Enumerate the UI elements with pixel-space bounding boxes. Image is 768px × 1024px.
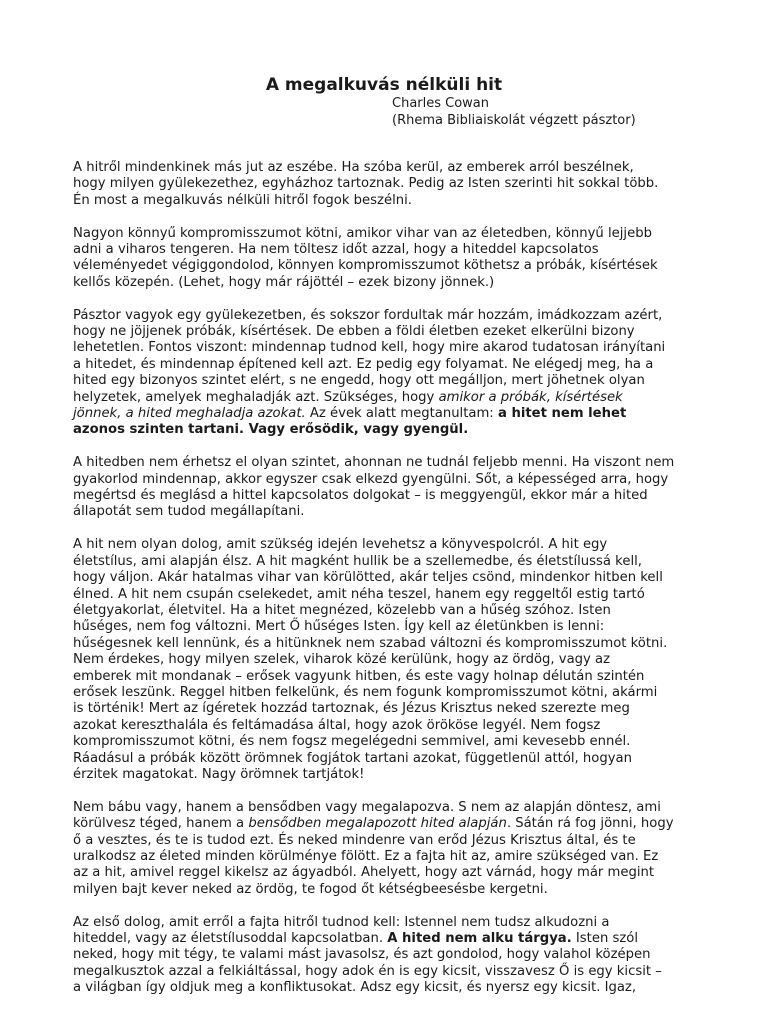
text-line: [73, 357, 713, 373]
paragraph: [73, 308, 713, 439]
text-line: [73, 390, 713, 406]
italic-text: jönnek, a hited meghaladja azokat.: [73, 406, 306, 422]
text-line: [73, 833, 713, 849]
text-run: hogy ne jöjjenek próbák, kísértések. De ebben a földi életben ezeket elkerülni bizony: [73, 324, 635, 340]
italic-text: amikor a próbák, kísértések: [438, 389, 623, 405]
text-line: [73, 603, 713, 619]
text-line: [73, 865, 713, 881]
text-run: Az évek alatt megtanultam:: [305, 406, 498, 422]
document-title: A megalkuvás nélküli hit: [265, 75, 503, 95]
text-line: [73, 472, 713, 488]
text-run: neked, hogy mit tégy, te valami mást javasolsz, és azt gondolod, hogy valahol középen: [73, 947, 651, 963]
text-run: adni a viharos tengeren. Ha nem töltesz időt azzal, hogy a hiteddel kapcsolatos: [73, 242, 599, 258]
paragraph: [73, 537, 713, 783]
text-line: [73, 685, 713, 701]
paragraph: [73, 160, 713, 209]
text-run: erősek leszünk. Reggel hitben felkelünk, és nem fogunk kompromisszumot kötni, akármi: [73, 684, 658, 700]
text-run: uralkodsz az életed minden körülménye fölött. Ez a fajta hit az, amire szükséged van. Ez: [73, 848, 659, 864]
text-run: hiteddel, vagy az életstílusoddal kapcsolatban.: [73, 931, 388, 946]
text-line: [73, 193, 713, 209]
text-line: [73, 669, 713, 685]
text-line: [73, 767, 713, 783]
bold-text: A hited nem alku tárgya.: [387, 931, 572, 946]
text-run: ő a vesztes, és te is tudod ezt. És neked mindenre van erőd Jézus Krisztus által, és te: [73, 832, 636, 848]
text-line: [73, 882, 713, 898]
text-run: az a hit, amivel reggel kikelsz az ágyadból. Ahelyett, hogy azt várnád, hogy már megint: [73, 865, 655, 881]
body-text: [73, 160, 713, 1013]
text-run: Isten szól: [571, 931, 639, 946]
text-run: életstílus, ami alapján élsz. A hit magként hullik be a szellemedbe, és életstílussá kell,: [73, 553, 642, 569]
paragraph: [73, 226, 713, 292]
text-run: helyzetek, amelyek meghaladják azt. Szükséges, hogy: [73, 389, 439, 405]
text-line: [73, 160, 713, 176]
text-line: [73, 915, 713, 931]
text-line: [73, 751, 713, 767]
text-line: [73, 340, 713, 356]
text-run: lehetetlen. Fontos viszont: mindennap tudnod kell, hogy mire akarod tudatosan irányítani: [73, 340, 666, 356]
text-line: [73, 242, 713, 258]
text-run: Nem bábu vagy, hanem a bensődben vagy megalapozva. S nem az alapján döntesz, ami: [73, 799, 661, 815]
text-run: emberek mit mondanak – erősek vagyunk hitben, és este vagy holnap délután szintén: [73, 668, 645, 684]
text-run: gyakorlod mindennap, akkor egyszer csak elkezd gyengülni. Sőt, a képességed arra, hogy: [73, 471, 669, 487]
text-line: [73, 619, 713, 635]
text-run: a világban így oldjuk meg a konfliktusokat. Adsz egy kicsit, és nyersz egy kicsit. Igaz,: [73, 980, 637, 996]
text-run: élned. A hit nem csupán cselekedet, amit néha teszel, hanem egy reggeltől estig tartó: [73, 586, 645, 602]
author-note: (Rhema Bibliaiskolát végzett pásztor): [392, 113, 636, 128]
text-run: Az első dolog, amit erről a fajta hitről tudnod kell: Istennel nem tudsz alkudozni a: [73, 914, 610, 930]
text-line: [73, 816, 713, 832]
text-line: [73, 308, 713, 324]
text-line: [73, 800, 713, 816]
text-run: életgyakorlat, életvitel. Ha a hitet megnézed, közelebb van a hűség szóhoz. Isten: [73, 602, 611, 618]
text-line: [73, 324, 713, 340]
text-run: állapotát sem tudod megállapítani.: [73, 504, 305, 520]
text-line: [73, 226, 713, 242]
text-run: azokat kereszthalála és feltámadása által, hogy azok örököse legyél. Nem fogsz: [73, 717, 601, 733]
bold-text: a hitet nem lehet: [497, 406, 627, 422]
text-line: [73, 537, 713, 553]
text-run: megértsd és meglásd a hittel kapcsolatos dolgokat – is meggyengül, ekkor már a hited: [73, 488, 648, 504]
text-run: hogy milyen gyülekezethez, egyházhoz tartoznak. Pedig az Isten szerinti hit sokkal több.: [73, 176, 659, 192]
text-run: Én most a megalkuvás nélküli hitről fogok beszélni.: [73, 192, 412, 208]
text-line: [73, 587, 713, 603]
text-line: [73, 636, 713, 652]
text-line: [73, 570, 713, 586]
text-run: A hit nem olyan dolog, amit szükség idején levehetsz a könyvespolcról. A hit egy: [73, 537, 608, 553]
text-line: [73, 734, 713, 750]
paragraph: [73, 800, 713, 898]
text-line: [73, 980, 713, 996]
text-run: is történik! Mert az ígéretek hozzád tartoznak, és Jézus Krisztus neked szerezte meg: [73, 701, 630, 717]
text-line: [73, 554, 713, 570]
paragraph: [73, 915, 713, 997]
text-line: [73, 258, 713, 274]
bold-text: azonos szinten tartani. Vagy erősödik, vagy gyengül.: [73, 422, 469, 438]
text-line: [73, 373, 713, 389]
text-run: A hitedben nem érhetsz el olyan szintet, ahonnan ne tudnál feljebb menni. Ha viszont nem: [73, 455, 675, 471]
text-run: véleményedet végiggondolod, könnyen kompromisszumot köthetsz a próbák, kísértések: [73, 258, 658, 274]
text-line: [73, 947, 713, 963]
text-run: Ráadásul a próbák között örömnek fogjátok tartani azokat, függetlenül attól, hogyan: [73, 750, 632, 766]
text-line: [73, 406, 713, 422]
text-run: kompromisszumot kötni, és nem fogsz megelégedni semmivel, ami kevesebb ennél.: [73, 734, 631, 750]
text-run: hogy váljon. Akár hatalmas vihar van körülötted, akár teljes csönd, mindenkor hitben kell: [73, 570, 663, 586]
text-run: hited egy bizonyos szintet elért, s ne engedd, hogy ott megálljon, mert jöhetnek olyan: [73, 373, 645, 389]
text-line: [73, 718, 713, 734]
text-line: [73, 931, 713, 947]
text-run: érzitek magatokat. Nagy örömnek tartjátok!: [73, 766, 365, 782]
text-run: Nem érdekes, hogy milyen szelek, viharok közé kerülünk, hogy az ördög, vagy az: [73, 652, 611, 668]
text-run: Pásztor vagyok egy gyülekezetben, és sokszor fordultak már hozzám, imádkozzam azért,: [73, 307, 663, 323]
text-run: körülvesz téged, hanem a: [73, 816, 249, 832]
text-line: [73, 964, 713, 980]
italic-text: bensődben megalapozott hited alapján: [248, 816, 507, 832]
text-run: milyen bajt kever neked az ördög, te fogod őt kétségbeesésbe kergetni.: [73, 881, 548, 897]
text-line: [73, 849, 713, 865]
text-run: a hitedet, és mindennap építened kell azt. Ez pedig egy folyamat. Ne elégedj meg, ha a: [73, 356, 654, 372]
text-line: [73, 504, 713, 520]
text-run: A hitről mindenkinek más jut az eszébe. Ha szóba kerül, az emberek arról beszélnek,: [73, 160, 634, 175]
text-run: hűséges, nem fog változni. Mert Ő hűséges Isten. Így kell az életünkben is lenni:: [73, 619, 605, 635]
author-name: Charles Cowan: [392, 96, 490, 111]
text-line: [73, 488, 713, 504]
paragraph: [73, 455, 713, 521]
text-run: Nagyon könnyű kompromisszumot kötni, amikor vihar van az életedben, könnyű lejjebb: [73, 225, 652, 241]
text-run: megalkusztok azzal a felkiáltással, hogy adok én is egy kicsit, visszavesz Ő is egy kicsit –: [73, 963, 662, 979]
text-run: . Sátán rá fog jönni, hogy: [506, 816, 674, 832]
text-line: [73, 176, 713, 192]
text-run: hűségesnek kell lennünk, és a hitünknek nem szabad változni és kompromisszumot kötni.: [73, 635, 668, 651]
text-line: [73, 652, 713, 668]
text-line: [73, 701, 713, 717]
text-run: kellős közepén. (Lehet, hogy már rájöttél – ezek bizony jönnek.): [73, 274, 495, 290]
text-line: [73, 422, 713, 438]
author-block: [392, 95, 636, 129]
text-line: [73, 455, 713, 471]
text-line: [73, 275, 713, 291]
